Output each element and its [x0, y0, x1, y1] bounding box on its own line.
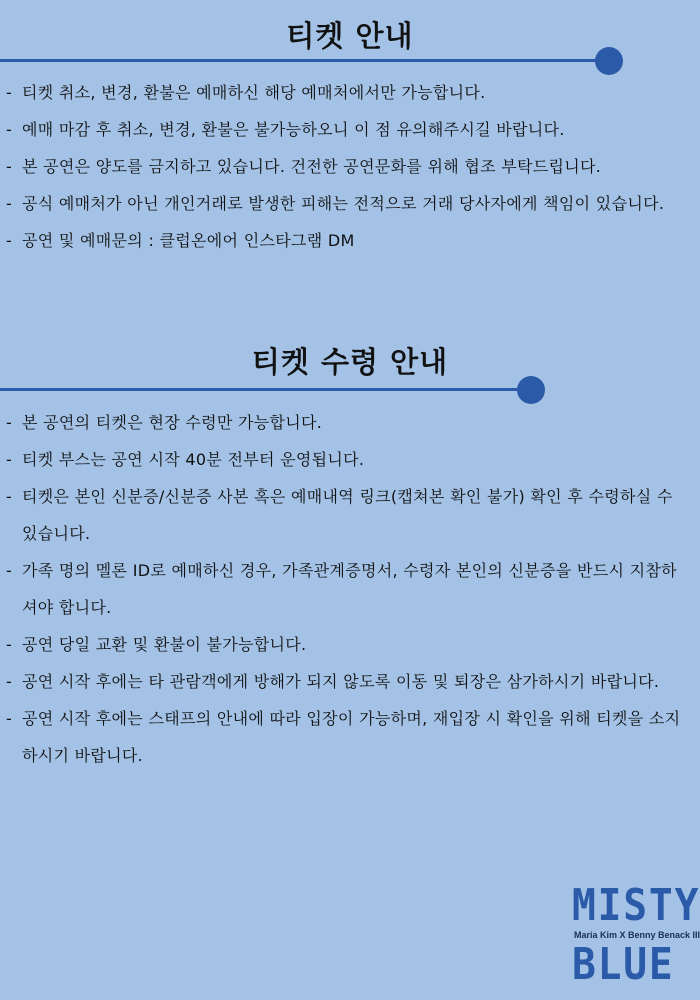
pickup-info-divider — [0, 388, 522, 391]
list-item: - 티켓은 본인 신분증/신분증 사본 혹은 예매내역 링크(캡쳐본 확인 불가) 확인 후 수령하실 수 있습니다. — [0, 478, 690, 552]
logo-subtitle: Maria Kim X Benny Benack III — [574, 930, 700, 940]
list-item: - 티켓 부스는 공연 시작 40분 전부터 운영됩니다. — [0, 441, 690, 478]
pickup-info-list — [0, 404, 690, 774]
pickup-info-divider-dot — [517, 376, 545, 404]
list-item: - 공연 당일 교환 및 환불이 불가능합니다. — [0, 626, 690, 663]
list-item: - 티켓 취소, 변경, 환불은 예매하신 해당 예매처에서만 가능합니다. — [0, 74, 690, 111]
list-item: - 예매 마감 후 취소, 변경, 환불은 불가능하오니 이 점 유의해주시길 바랍니다. — [0, 111, 690, 148]
pickup-info-title: 티켓 수령 안내 — [251, 345, 449, 379]
ticket-info-divider-dot — [595, 47, 623, 75]
list-item: - 공연 및 예매문의 : 클럽온에어 인스타그램 DM — [0, 222, 690, 259]
list-item: - 본 공연의 티켓은 현장 수령만 가능합니다. — [0, 404, 690, 441]
ticket-info-list — [0, 74, 690, 259]
list-item: - 공연 시작 후에는 스태프의 안내에 따라 입장이 가능하며, 재입장 시 확인을 위해 티켓을 소지하시기 바랍니다. — [0, 700, 690, 774]
logo-line-blue: BLUE — [572, 939, 675, 990]
list-item: - 가족 명의 멜론 ID로 예매하신 경우, 가족관계증명서, 수령자 본인의 신분증을 반드시 지참하셔야 합니다. — [0, 552, 690, 626]
list-item: - 공연 시작 후에는 타 관람객에게 방해가 되지 않도록 이동 및 퇴장은 삼가하시기 바랍니다. — [0, 663, 690, 700]
misty-blue-logo — [572, 880, 700, 990]
ticket-info-title: 티켓 안내 — [286, 19, 414, 53]
list-item: - 공식 예매처가 아닌 개인거래로 발생한 피해는 전적으로 거래 당사자에게 책임이 있습니다. — [0, 185, 690, 222]
logo-line-misty: MISTY — [572, 880, 700, 931]
ticket-info-divider — [0, 59, 600, 62]
list-item: - 본 공연은 양도를 금지하고 있습니다. 건전한 공연문화를 위해 협조 부탁드립니다. — [0, 148, 690, 185]
